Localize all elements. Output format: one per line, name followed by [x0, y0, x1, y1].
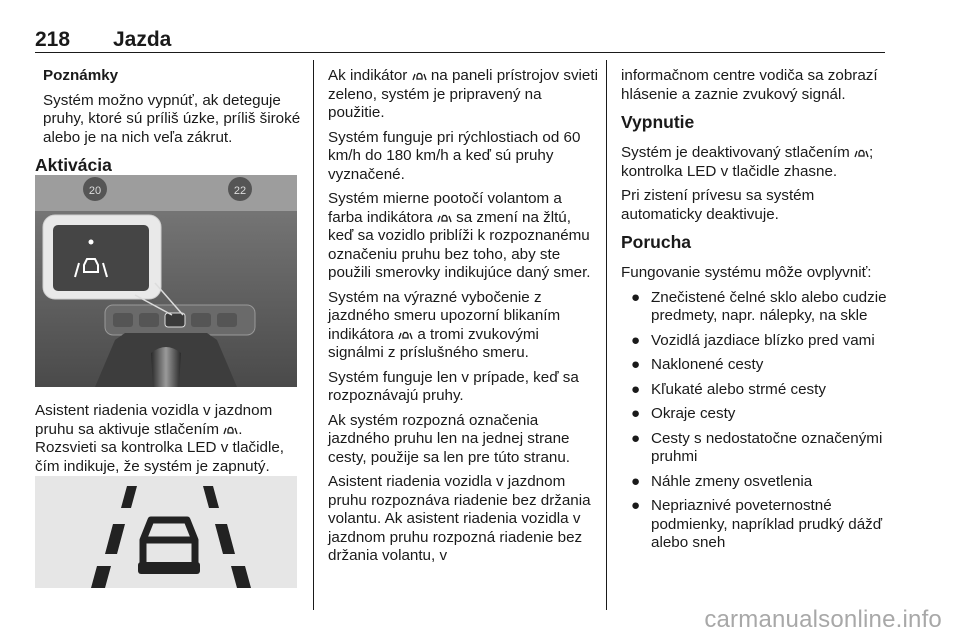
column-2 — [328, 67, 598, 572]
list-item: ● Kľukaté alebo strmé cesty — [631, 380, 826, 398]
deactivation-paragraph: Systém je deaktivovaný stlačením ; kontrolka LED v tlačidle zhasne. — [621, 144, 874, 180]
list-item: ● Okraje cesty — [631, 405, 736, 422]
list-item: ● Nepriaznivé poveternostné podmienky, napríklad prudký dážď alebo sneh — [631, 497, 883, 551]
lane-keep-assist-icon — [854, 147, 869, 158]
lane-keep-assist-icon — [398, 329, 413, 340]
left-dial-label: 20 — [88, 185, 102, 197]
dic-paragraph: informačnom centre vodiča sa zobrazí hlásenie a zaznie zvukový signál. — [621, 67, 878, 103]
page-number: 218 — [35, 28, 71, 51]
trailer-paragraph: Pri zistení prívesu sa systém automaticky deaktivuje. — [621, 187, 815, 223]
console-photo — [35, 175, 297, 387]
note-title: Poznámky — [43, 67, 119, 84]
one-side-paragraph: Ak systém rozpozná označenia jazdného pruhu len na jednej strane cesty, použije sa len pre túto stranu. — [328, 411, 571, 466]
lanes-detected-paragraph: Systém funguje len v prípade, keď sa rozpoznávajú pruhy. — [328, 368, 579, 404]
column-divider-right — [606, 60, 607, 610]
header-rule — [35, 52, 885, 53]
list-item: ● Vozidlá jazdiace blízko pred vami — [631, 331, 875, 349]
right-dial-label: 22 — [233, 185, 247, 197]
lane-keep-assist-icon — [437, 212, 452, 223]
list-item: ● Naklonené cesty — [631, 356, 764, 373]
hands-off-paragraph: Asistent riadenia vozidla v jazdnom pruhu rozpoznáva riadenie bez držania volantu. Ak asistent riadenia vozidla v jazdnom pruhu rozpozná riadenie bez držania volantu, v — [328, 473, 591, 564]
lane-keep-assist-icon — [412, 70, 427, 81]
speed-paragraph: Systém funguje pri rýchlostiach od 60 km/h do 180 km/h a keď sú pruhy vyznačené. — [328, 128, 581, 183]
column-3 — [621, 67, 891, 559]
lane-assist-pictogram — [35, 476, 297, 588]
fault-list — [621, 289, 891, 553]
fault-heading: Porucha — [621, 232, 692, 252]
activation-heading: Aktivácia — [35, 155, 112, 175]
column-divider-left — [313, 60, 314, 610]
column-1-lower — [35, 402, 305, 482]
watermark: carmanualsonline.info — [704, 606, 942, 633]
deactivation-heading: Vypnutie — [621, 112, 695, 132]
column-1 — [35, 67, 303, 187]
section-title: Jazda — [113, 28, 172, 51]
page-header — [35, 28, 885, 50]
indicator-paragraph: Ak indikátor na paneli prístrojov svieti zeleno, systém je pripravený na použitie. — [328, 67, 598, 121]
activation-paragraph: Asistent riadenia vozidla v jazdnom pruhu sa aktivuje stlačením . Rozsvieti sa kontrolka LED v tlačidle, čím indikuje, že systém je zapnutý. — [35, 402, 285, 475]
warning-paragraph: Systém na výrazné vybočenie z jazdného smeru upozorní blikaním indikátora a tromi zvukovými signálmi z príslušného smeru. — [328, 288, 561, 361]
lane-keep-assist-icon — [223, 424, 238, 435]
list-item: ● Znečistené čelné sklo alebo cudzie predmety, napr. nálepky, na skle — [631, 288, 887, 324]
list-item: ● Náhle zmeny osvetlenia — [631, 472, 813, 490]
list-item: ● Cesty s nedostatočne označenými pruhmi — [631, 429, 883, 465]
steering-paragraph: Systém mierne pootočí volantom a farba indikátora sa zmení na žltú, keď sa vozidlo priblíži k rozpoznanému označeniu pruhu bez toho, aby ste použili smerovky indikujúce daný smer. — [328, 190, 591, 281]
fault-intro: Fungovanie systému môže ovplyvniť: — [621, 264, 872, 281]
note-text: Systém možno vypnúť, ak deteguje pruhy, ktoré sú príliš úzke, príliš široké alebo je na nich veľa zákrut. — [43, 91, 301, 146]
